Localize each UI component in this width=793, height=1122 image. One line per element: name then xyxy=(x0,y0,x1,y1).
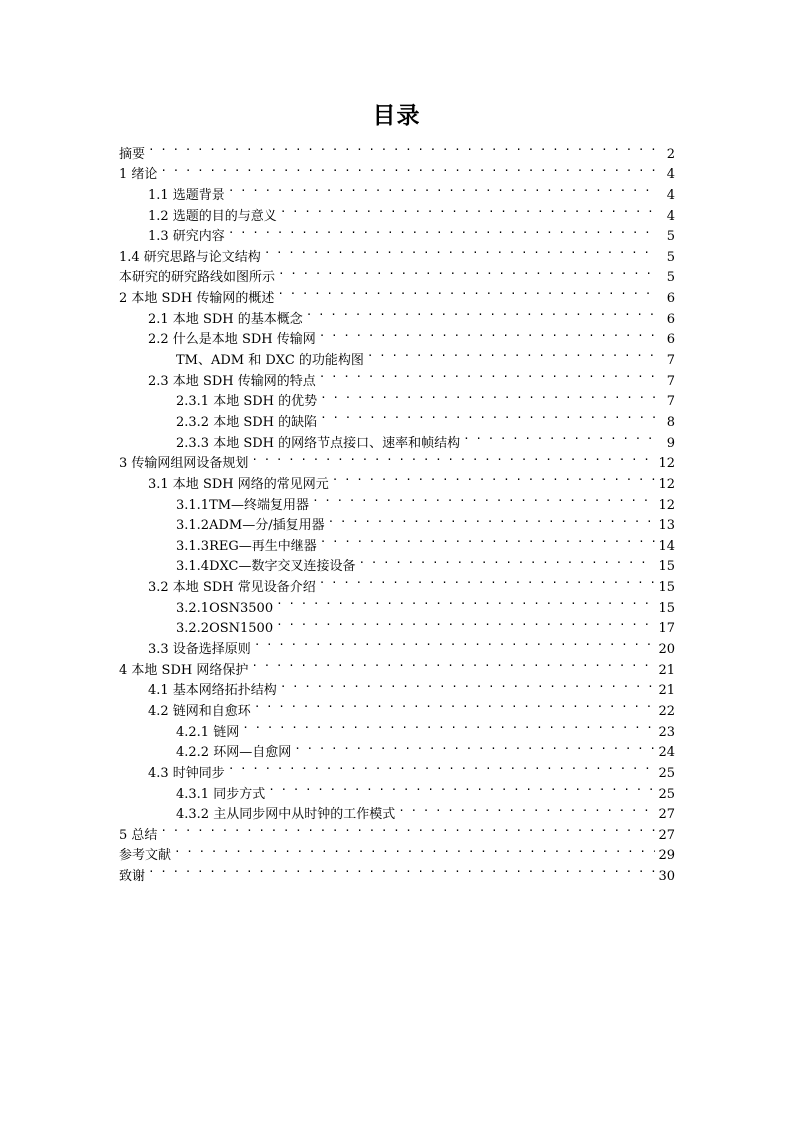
toc-entry-page-number: 15 xyxy=(658,580,675,596)
toc-entry-title: 1.2 选题的目的与意义 xyxy=(148,208,277,224)
page-title: 目录 xyxy=(372,103,421,129)
toc-entry-title: 2.3.2 本地 SDH 的缺陷 xyxy=(176,414,318,430)
toc-dot-leader xyxy=(251,447,655,468)
toc-entry-title: 3.2.2OSN1500 xyxy=(176,621,274,637)
toc-entry-page-number: 30 xyxy=(658,869,675,885)
toc-entry-page-number: 25 xyxy=(658,786,675,802)
toc-dot-leader xyxy=(160,158,658,179)
toc-entry-page-number: 2 xyxy=(666,146,675,162)
toc-entry-page-number: 6 xyxy=(666,291,675,307)
toc-entry-title: 3.2.1OSN3500 xyxy=(176,600,274,616)
toc-entry-title: 本研究的研究路线如图所示 xyxy=(119,270,276,286)
toc-dot-leader xyxy=(228,220,658,241)
toc-entry-page-number: 13 xyxy=(658,518,675,534)
toc-dot-leader xyxy=(148,137,658,158)
toc-dot-leader xyxy=(320,405,658,426)
toc-dot-leader xyxy=(280,199,658,220)
toc-dot-leader xyxy=(278,261,658,282)
toc-entry-page-number: 12 xyxy=(658,497,675,513)
toc-dot-leader xyxy=(332,467,656,488)
toc-entry-page-number: 12 xyxy=(658,476,675,492)
toc-dot-leader xyxy=(228,756,656,777)
toc-entry-page-number: 23 xyxy=(658,724,675,740)
toc-dot-leader xyxy=(148,859,655,880)
toc-entry-title: 2.3.3 本地 SDH 的网络节点接口、速率和帧结构 xyxy=(176,435,461,451)
toc-entry-page-number: 9 xyxy=(666,435,675,451)
toc-entry-title: 1.4 研究思路与论文结构 xyxy=(119,249,261,265)
toc-entry-title: 2.3 本地 SDH 传输网的特点 xyxy=(148,373,316,389)
toc-entry[interactable] xyxy=(119,839,675,864)
toc-entry-title: 2 本地 SDH 传输网的概述 xyxy=(119,291,275,307)
toc-dot-leader xyxy=(264,240,658,261)
toc-entry-title: 3.1 本地 SDH 网络的常见网元 xyxy=(148,476,329,492)
toc-dot-leader xyxy=(268,777,655,798)
toc-entry-page-number: 7 xyxy=(666,394,675,410)
toc-dot-leader xyxy=(367,343,658,364)
toc-entry[interactable] xyxy=(119,859,675,885)
toc-dot-leader xyxy=(319,364,658,385)
toc-entry-title: 3 传输网组网设备规划 xyxy=(119,456,249,472)
toc-entry-page-number: 15 xyxy=(658,600,675,616)
toc-entry-page-number: 6 xyxy=(666,311,675,327)
toc-entry-title: 4.2 链网和自愈环 xyxy=(148,703,251,719)
toc-entry-page-number: 5 xyxy=(666,270,675,286)
toc-dot-leader xyxy=(254,694,656,715)
toc-entry-title: 3.1.1TM—终端复用器 xyxy=(176,497,310,513)
toc-dot-leader xyxy=(254,632,656,653)
toc-entry-page-number: 14 xyxy=(658,538,675,554)
toc-entry[interactable] xyxy=(119,818,675,843)
toc-entry[interactable] xyxy=(119,158,675,183)
toc-entry-page-number: 5 xyxy=(666,249,675,265)
toc-dot-leader xyxy=(398,798,655,819)
toc-entry-title: 摘要 xyxy=(119,146,146,162)
toc-dot-leader xyxy=(328,509,656,530)
toc-entry-page-number: 6 xyxy=(666,332,675,348)
toc-entry-page-number: 5 xyxy=(666,229,675,245)
toc-entry-page-number: 20 xyxy=(658,642,675,658)
toc-entry-page-number: 24 xyxy=(658,745,675,761)
toc-entry-title: 3.1.4DXC—数字交叉连接设备 xyxy=(176,559,356,575)
toc-entry-page-number: 25 xyxy=(658,765,675,781)
toc-dot-leader xyxy=(306,302,658,323)
toc-entry[interactable] xyxy=(119,178,675,203)
toc-dot-leader xyxy=(242,715,655,736)
toc-entry-title: 2.3.1 本地 SDH 的优势 xyxy=(176,394,318,410)
toc-dot-leader xyxy=(251,653,655,674)
toc-dot-leader xyxy=(280,674,656,695)
toc-entry-title: 4.3.1 同步方式 xyxy=(176,786,266,802)
toc-entry-page-number: 8 xyxy=(666,414,675,430)
toc-entry-title: 3.1.3REG—再生中继器 xyxy=(176,538,317,554)
toc-entry-page-number: 29 xyxy=(658,848,675,864)
toc-entry-title: 2.2 什么是本地 SDH 传输网 xyxy=(148,332,316,348)
toc-entry-title: 1.1 选题背景 xyxy=(148,187,225,203)
toc-entry-title: 2.1 本地 SDH 的基本概念 xyxy=(148,311,303,327)
toc-dot-leader xyxy=(320,529,656,550)
toc-entry-page-number: 22 xyxy=(658,703,675,719)
toc-entry-page-number: 7 xyxy=(666,353,675,369)
toc-entry-title: 3.3 设备选择原则 xyxy=(148,642,251,658)
toc-dot-leader xyxy=(160,818,655,839)
toc-dot-leader xyxy=(174,839,655,860)
toc-entry-title: 致谢 xyxy=(119,869,146,885)
toc-entry-title: 4.2.2 环网—自愈网 xyxy=(176,745,292,761)
toc-entry-page-number: 21 xyxy=(658,662,675,678)
toc-entry[interactable] xyxy=(119,137,675,162)
toc-entry-title: 4.1 基本网络拓扑结构 xyxy=(148,683,277,699)
toc-dot-leader xyxy=(319,570,656,591)
table-of-contents xyxy=(119,137,675,885)
toc-dot-leader xyxy=(294,736,655,757)
toc-dot-leader xyxy=(312,488,655,509)
toc-dot-leader xyxy=(276,591,655,612)
toc-dot-leader xyxy=(277,281,658,302)
toc-dot-leader xyxy=(358,550,655,571)
toc-entry-title: 4.2.1 链网 xyxy=(176,724,240,740)
toc-dot-leader xyxy=(319,323,658,344)
toc-entry-page-number: 12 xyxy=(658,456,675,472)
toc-entry-title: 1 绪论 xyxy=(119,167,158,183)
toc-entry-title: 参考文献 xyxy=(119,848,172,864)
toc-dot-leader xyxy=(276,612,655,633)
toc-entry-title: 5 总结 xyxy=(119,827,158,843)
toc-entry-page-number: 27 xyxy=(658,807,675,823)
toc-entry-title: 1.3 研究内容 xyxy=(148,229,225,245)
toc-dot-leader xyxy=(228,178,658,199)
toc-dot-leader xyxy=(320,385,658,406)
toc-dot-leader xyxy=(463,426,658,447)
toc-entry-title: 4.3 时钟同步 xyxy=(148,765,225,781)
toc-entry-page-number: 4 xyxy=(666,187,675,203)
toc-entry-page-number: 27 xyxy=(658,827,675,843)
toc-entry-title: 4.3.2 主从同步网中从时钟的工作模式 xyxy=(176,807,396,823)
toc-entry-page-number: 7 xyxy=(666,373,675,389)
toc-entry-page-number: 4 xyxy=(666,167,675,183)
toc-entry-title: 4 本地 SDH 网络保护 xyxy=(119,662,249,678)
toc-entry-title: 3.2 本地 SDH 常见设备介绍 xyxy=(148,580,316,596)
toc-entry-page-number: 15 xyxy=(658,559,675,575)
toc-entry-page-number: 17 xyxy=(658,621,675,637)
toc-entry-page-number: 4 xyxy=(666,208,675,224)
toc-entry-title: TM、ADM 和 DXC 的功能构图 xyxy=(176,353,364,369)
toc-entry-page-number: 21 xyxy=(658,683,675,699)
toc-entry-title: 3.1.2ADM—分/插复用器 xyxy=(176,518,325,534)
